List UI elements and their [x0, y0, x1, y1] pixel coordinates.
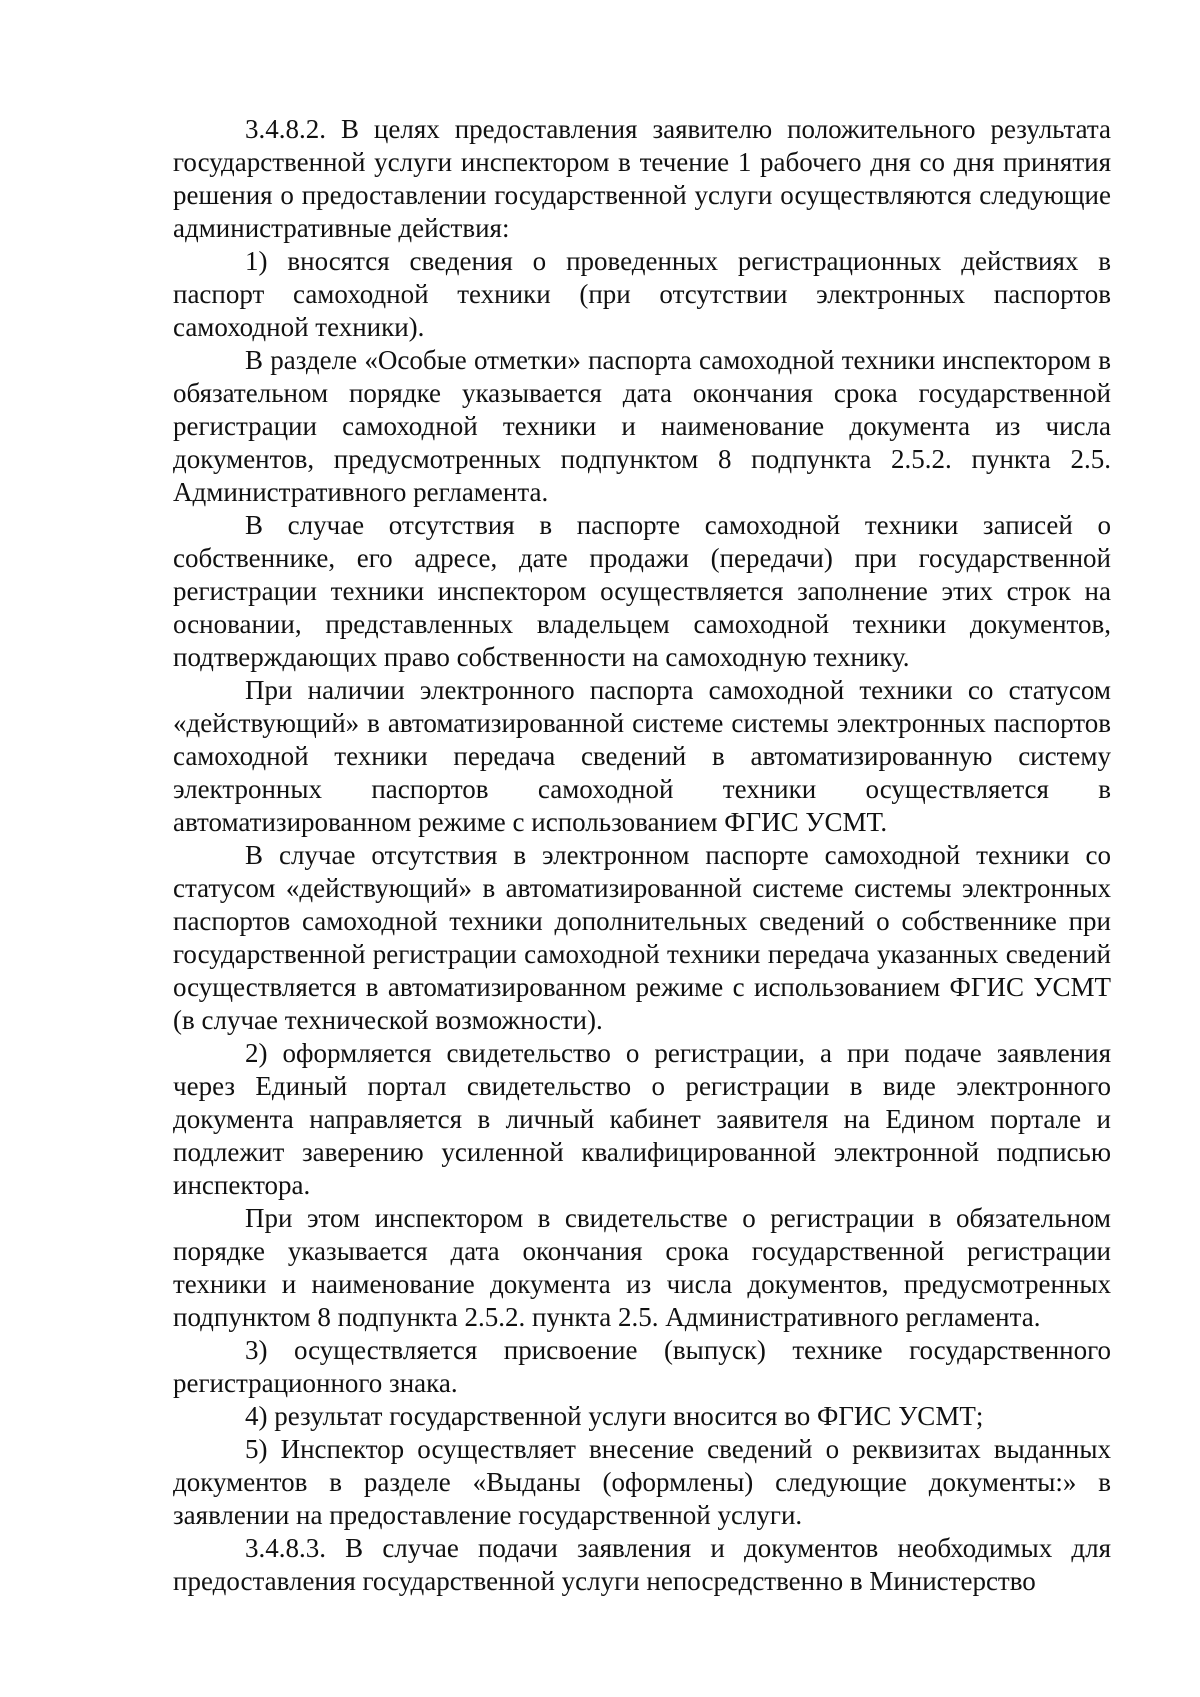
- paragraph-owner-records: В случае отсутствия в паспорте самоходной техники записей о собственнике, его адресе, дате продажи (передачи) при государственной регистрации техники инспектором осуществляется заполнение этих строк на основании, представленных владельцем самоходной техники документов, подтверждающих право собственности на самоходную технику.: [173, 510, 1111, 672]
- paragraph-missing-electronic-data: В случае отсутствия в электронном паспорте самоходной техники со статусом «действующий» в автоматизированной системе системы электронных паспортов самоходной техники дополнительных сведений о собственнике при государственной регистрации самоходной техники передача указанных сведений осуществляется в автоматизированном режиме с использованием ФГИС УСМТ (в случае технической возможности).: [173, 840, 1111, 1035]
- paragraph-electronic-passport: При наличии электронного паспорта самоходной техники со статусом «действующий» в автоматизированной системе системы электронных паспортов самоходной техники передача сведений в автоматизированную систему электронных паспортов самоходной техники осуществляется в автоматизированном режиме с использованием ФГИС УСМТ.: [173, 675, 1111, 837]
- paragraph-item-4: 4) результат государственной услуги вносится во ФГИС УСМТ;: [245, 1401, 984, 1431]
- paragraph-special-marks: В разделе «Особые отметки» паспорта самоходной техники инспектором в обязательном порядке указывается дата окончания срока государственной регистрации самоходной техники и наименование документа из числа документов, предусмотренных подпунктом 8 подпункта 2.5.2. пункта 2.5. Административного регламента.: [173, 345, 1111, 507]
- paragraph-3-4-8-2: 3.4.8.2. В целях предоставления заявителю положительного результата государственной услуги инспектором в течение 1 рабочего дня со дня принятия решения о предоставлении государственной услуги осуществляются следующие административные действия:: [173, 114, 1111, 243]
- paragraph-certificate-date: При этом инспектором в свидетельстве о регистрации в обязательном порядке указывается дата окончания срока государственной регистрации техники и наименование документа из числа документов, предусмотренных подпунктом 8 подпункта 2.5.2. пункта 2.5. Административного регламента.: [173, 1203, 1111, 1332]
- paragraph-item-5: 5) Инспектор осуществляет внесение сведений о реквизитах выданных документов в разделе «Выданы (оформлены) следующие документы:» в заявлении на предоставление государственной услуги.: [173, 1434, 1111, 1530]
- paragraph-3-4-8-3: 3.4.8.3. В случае подачи заявления и документов необходимых для предоставления государственной услуги непосредственно в Министерство: [173, 1533, 1111, 1596]
- paragraph-item-1: 1) вносятся сведения о проведенных регистрационных действиях в паспорт самоходной техники (при отсутствии электронных паспортов самоходной техники).: [173, 246, 1111, 342]
- document-body: [173, 113, 1111, 1598]
- paragraph-item-3: 3) осуществляется присвоение (выпуск) технике государственного регистрационного знака.: [173, 1335, 1111, 1398]
- paragraph-item-2: 2) оформляется свидетельство о регистрации, а при подаче заявления через Единый портал свидетельство о регистрации в виде электронного документа направляется в личный кабинет заявителя на Едином портале и подлежит заверению усиленной квалифицированной электронной подписью инспектора.: [173, 1038, 1111, 1200]
